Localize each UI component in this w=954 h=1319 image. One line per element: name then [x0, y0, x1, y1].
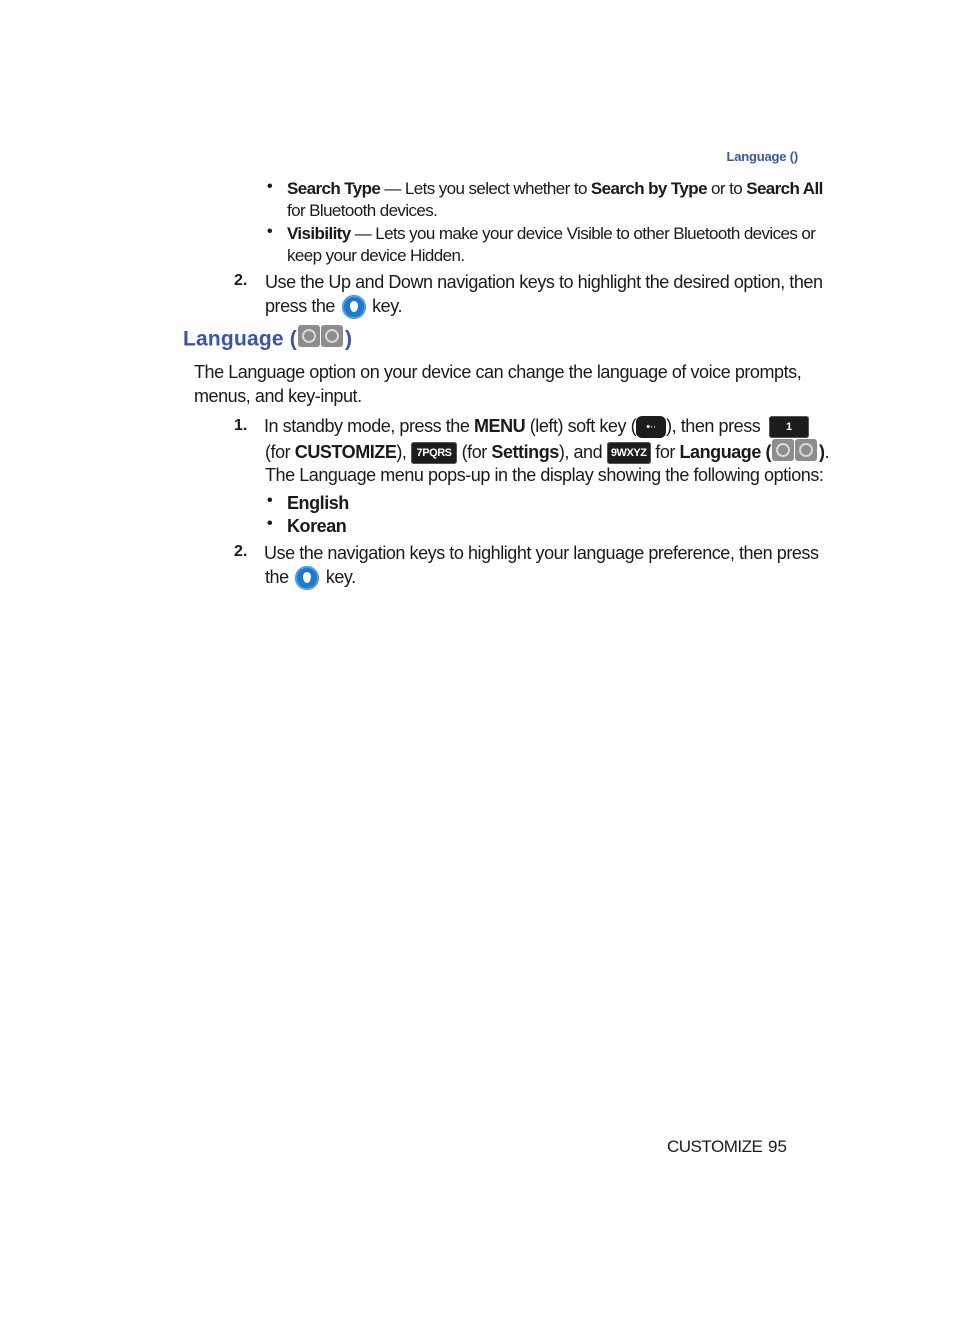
step-text-part: . — [824, 441, 830, 462]
step-text — [265, 565, 356, 590]
running-head: Language () — [726, 149, 798, 164]
intro-text: The Language option on your device can change the language of voice prompts, — [194, 362, 802, 382]
step-number: 1. — [234, 417, 248, 434]
bullet-dot: • — [267, 515, 273, 532]
step-text-part: for — [655, 441, 680, 462]
step-text-part: In standby mode, press the — [264, 416, 474, 436]
bullet-search-type — [287, 177, 823, 201]
step-text-part: (for — [461, 441, 492, 462]
key-1-icon: 1 — [769, 416, 809, 438]
option-search-by-type: Search by Type — [590, 179, 707, 198]
customize-label: CUSTOMIZE — [294, 441, 397, 462]
ok-key-icon — [342, 295, 366, 319]
bullet-dot: • — [267, 178, 273, 195]
heading-text: Language ( — [183, 327, 298, 351]
key-9-icon: 9WXYZ — [607, 442, 651, 464]
language-label: ) — [819, 441, 825, 462]
step-text-part: (left) soft key ( — [525, 416, 637, 436]
bullet-continuation: keep your device Hidden. — [287, 246, 465, 265]
bullet-text: — Lets you select whether to — [380, 179, 591, 198]
option-search-all: Search All — [746, 179, 823, 198]
option-korean: Korean — [287, 516, 347, 536]
step-text-part: (for — [265, 441, 295, 462]
key-7-icon: 7PQRS — [411, 442, 457, 464]
left-soft-key-icon: •·· — [636, 416, 666, 438]
ok-key-icon — [295, 566, 319, 590]
heading-text: ) — [345, 327, 353, 351]
step-text — [265, 294, 402, 319]
step-text-part: key. — [325, 567, 356, 587]
bullet-dot: • — [267, 223, 273, 240]
page-number: 95 — [768, 1137, 787, 1156]
step-text-part: ), and — [558, 441, 603, 462]
step-text-part: the — [265, 567, 289, 587]
step-text: Use the navigation keys to highlight your language preference, then press — [264, 543, 819, 563]
term-search-type: Search Type — [287, 179, 381, 198]
language-label: Language ( — [679, 441, 772, 462]
option-english: English — [287, 493, 349, 513]
settings-label: Settings — [491, 441, 559, 462]
step-number: 2. — [234, 272, 248, 289]
section-heading — [183, 325, 352, 355]
bullet-continuation: for Bluetooth devices. — [287, 201, 438, 220]
step-text-part: key. — [372, 296, 403, 316]
step-text: Use the Up and Down navigation keys to highlight the desired option, then — [265, 272, 823, 292]
korean-text-glyph — [298, 325, 344, 355]
step-text: The Language menu pops-up in the display showing the following options: — [265, 465, 824, 485]
step-number: 2. — [234, 543, 248, 560]
menu-label: MENU — [473, 416, 526, 436]
bullet-text: or to — [706, 179, 747, 198]
bullet-visibility — [287, 222, 815, 246]
step-text-part: press the — [265, 296, 335, 316]
bullet-dot: • — [267, 492, 273, 509]
footer-section-name: CUSTOMIZE — [667, 1137, 763, 1156]
bullet-text: — Lets you make your device Visible to other Bluetooth devices or — [350, 224, 816, 243]
intro-text: menus, and key-input. — [194, 386, 362, 406]
step-text-part: ), then press — [666, 416, 761, 436]
step-text — [264, 414, 809, 438]
term-visibility: Visibility — [287, 224, 351, 243]
step-text-part: ), — [396, 441, 407, 462]
